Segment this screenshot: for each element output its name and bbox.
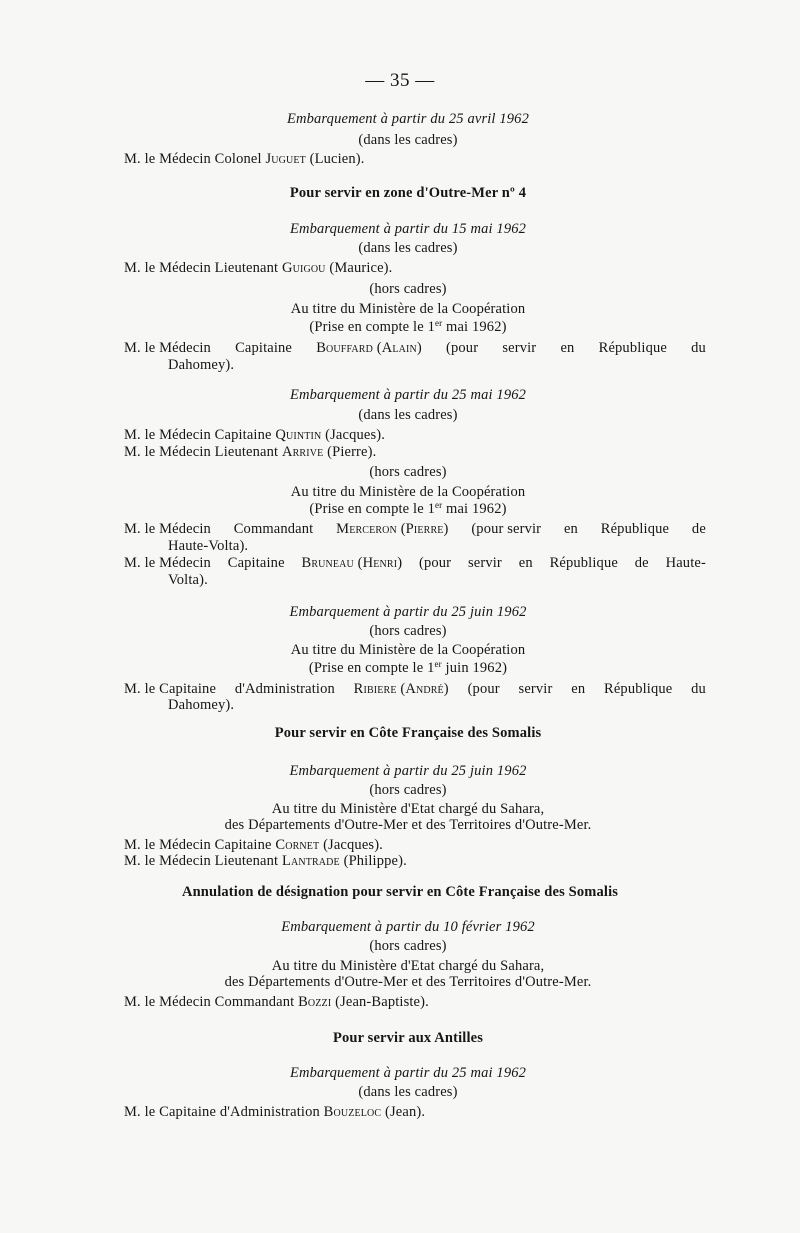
surname: Lantrade [281, 853, 340, 869]
surname: Guigou [281, 260, 326, 276]
surname: Arrive [281, 444, 324, 460]
ordinal-suffix: er [434, 318, 443, 328]
entry-word: Capitaine [227, 555, 285, 571]
personnel-entry-justified [124, 339, 706, 357]
surname: Ribiere (André) [353, 681, 449, 697]
entry-prefix: M. le Médecin Capitaine [124, 427, 272, 443]
status-note: (dans les cadres) [358, 1084, 458, 1100]
embarkation-date: Embarquement à partir du 25 juin 1962 [289, 763, 527, 779]
personnel-entry-justified [124, 554, 706, 572]
surname: Bruneau (Henri) [301, 555, 403, 571]
entry-word: (pour [446, 340, 479, 356]
entry-word: servir [518, 681, 553, 697]
surname: Bozzi [298, 994, 332, 1010]
surname: Bouzeloc [323, 1104, 382, 1120]
ordinal-suffix: er [434, 500, 443, 510]
personnel-entry [124, 259, 392, 277]
entry-suffix: (Jean-Baptiste). [335, 994, 429, 1010]
entry-word: de [634, 555, 649, 571]
entry-continuation: Dahomey). [168, 357, 235, 373]
ordinal-suffix: er [434, 659, 442, 669]
entry-suffix: (Lucien). [309, 151, 365, 167]
ministry-line: Au titre du Ministère de la Coopération [290, 484, 526, 500]
entry-prefix: M. le Médecin Commandant [124, 994, 295, 1010]
section-heading: Pour servir en zone d'Outre-Mer nº 4 [289, 185, 527, 201]
entry-prefix: M. le Médecin Lieutenant [124, 444, 279, 460]
status-note: (hors cadres) [369, 281, 447, 297]
entry-continuation: Dahomey). [168, 697, 235, 713]
surname: Merceron (Pierre) [336, 521, 449, 537]
section-heading: Pour servir aux Antilles [332, 1030, 484, 1046]
status-note: (dans les cadres) [358, 240, 458, 256]
entry-word: Commandant [233, 521, 314, 537]
entry-word: M. le Médecin [124, 521, 211, 537]
entry-prefix: M. le Médecin Lieutenant [124, 853, 279, 869]
section-heading: Pour servir en Côte Française des Somalis [274, 725, 542, 741]
entry-word: (pour [467, 681, 500, 697]
effective-date-text: (Prise en compte le 1 [309, 501, 435, 517]
embarkation-date: Embarquement à partir du 25 avril 1962 [287, 111, 529, 127]
status-note: (hors cadres) [369, 782, 447, 798]
ministry-line: des Départements d'Outre-Mer et des Territoires d'Outre-Mer. [224, 817, 592, 833]
entry-word: République [549, 555, 618, 571]
status-note: (dans les cadres) [358, 407, 458, 423]
effective-date-text: (Prise en compte le 1 [309, 319, 435, 335]
entry-word: du [691, 681, 706, 697]
ministry-line: Au titre du Ministère d'Etat chargé du Sahara, [271, 801, 545, 817]
embarkation-date: Embarquement à partir du 25 juin 1962 [289, 604, 527, 620]
effective-date-text: (Prise en compte le 1 [308, 660, 435, 676]
entry-prefix: M. le Médecin Capitaine [124, 837, 272, 853]
section-heading: Annulation de désignation pour servir en Côte Française des Somalis [181, 884, 619, 900]
entry-word: en [563, 521, 578, 537]
entry-word: d'Administration [234, 681, 335, 697]
personnel-entry [124, 426, 385, 444]
personnel-entry-justified [124, 520, 706, 538]
entry-word: (pour [419, 555, 452, 571]
effective-date-line [8, 500, 800, 518]
entry-suffix: (Jacques). [325, 427, 386, 443]
entry-word: Capitaine [235, 340, 293, 356]
surname: Cornet [275, 837, 320, 853]
entry-word: République [600, 521, 670, 537]
personnel-entry [124, 993, 429, 1011]
ministry-line: Au titre du Ministère de la Coopération [290, 301, 526, 317]
entry-prefix: M. le Médecin Colonel [124, 151, 262, 167]
entry-word: de [691, 521, 706, 537]
personnel-entry [124, 443, 376, 461]
effective-date-line [8, 318, 800, 336]
embarkation-date: Embarquement à partir du 25 mai 1962 [289, 1065, 527, 1081]
entry-suffix: (Maurice). [329, 260, 393, 276]
embarkation-date: Embarquement à partir du 15 mai 1962 [289, 221, 527, 237]
entry-word: République [598, 340, 667, 356]
entry-word: servir [468, 555, 502, 571]
status-note: (hors cadres) [369, 938, 447, 954]
entry-word: M. le Capitaine [124, 681, 217, 697]
surname: Quintin [275, 427, 322, 443]
entry-word: en [560, 340, 575, 356]
effective-date-text: mai 1962) [442, 319, 507, 335]
entry-word: Haute- [665, 555, 706, 571]
entry-word: (pour servir [471, 521, 542, 537]
entry-word: en [518, 555, 533, 571]
entry-suffix: (Jacques). [323, 837, 383, 853]
personnel-entry [124, 1103, 425, 1121]
entry-word: servir [502, 340, 537, 356]
entry-word: du [691, 340, 706, 356]
entry-word: M. le Médecin [124, 555, 211, 571]
entry-prefix: M. le Capitaine d'Administration [124, 1104, 320, 1120]
status-note: (hors cadres) [369, 464, 447, 480]
ministry-line: des Départements d'Outre-Mer et des Territoires d'Outre-Mer. [224, 974, 592, 990]
surname: Bouffard (Alain) [316, 340, 422, 356]
entry-continuation: Volta). [168, 572, 208, 588]
embarkation-date: Embarquement à partir du 25 mai 1962 [289, 387, 527, 403]
effective-date-line [8, 659, 800, 677]
status-note: (hors cadres) [369, 623, 447, 639]
ministry-line: Au titre du Ministère de la Coopération [290, 642, 526, 658]
entry-continuation: Haute-Volta). [168, 538, 249, 554]
entry-suffix: (Jean). [385, 1104, 426, 1120]
effective-date-text: mai 1962) [442, 501, 507, 517]
entry-suffix: (Philippe). [343, 853, 407, 869]
entry-word: en [571, 681, 586, 697]
page-number: — 35 — [365, 70, 435, 91]
embarkation-date: Embarquement à partir du 10 février 1962 [281, 919, 535, 935]
status-note: (dans les cadres) [358, 132, 458, 148]
surname: Juguet [265, 151, 306, 167]
entry-suffix: (Pierre). [327, 444, 377, 460]
effective-date-text: juin 1962) [441, 660, 508, 676]
entry-word: République [604, 681, 673, 697]
entry-word: M. le Médecin [124, 340, 211, 356]
ministry-line: Au titre du Ministère d'Etat chargé du Sahara, [271, 958, 545, 974]
personnel-entry [124, 852, 407, 870]
entry-prefix: M. le Médecin Lieutenant [124, 260, 279, 276]
personnel-entry [124, 150, 365, 168]
